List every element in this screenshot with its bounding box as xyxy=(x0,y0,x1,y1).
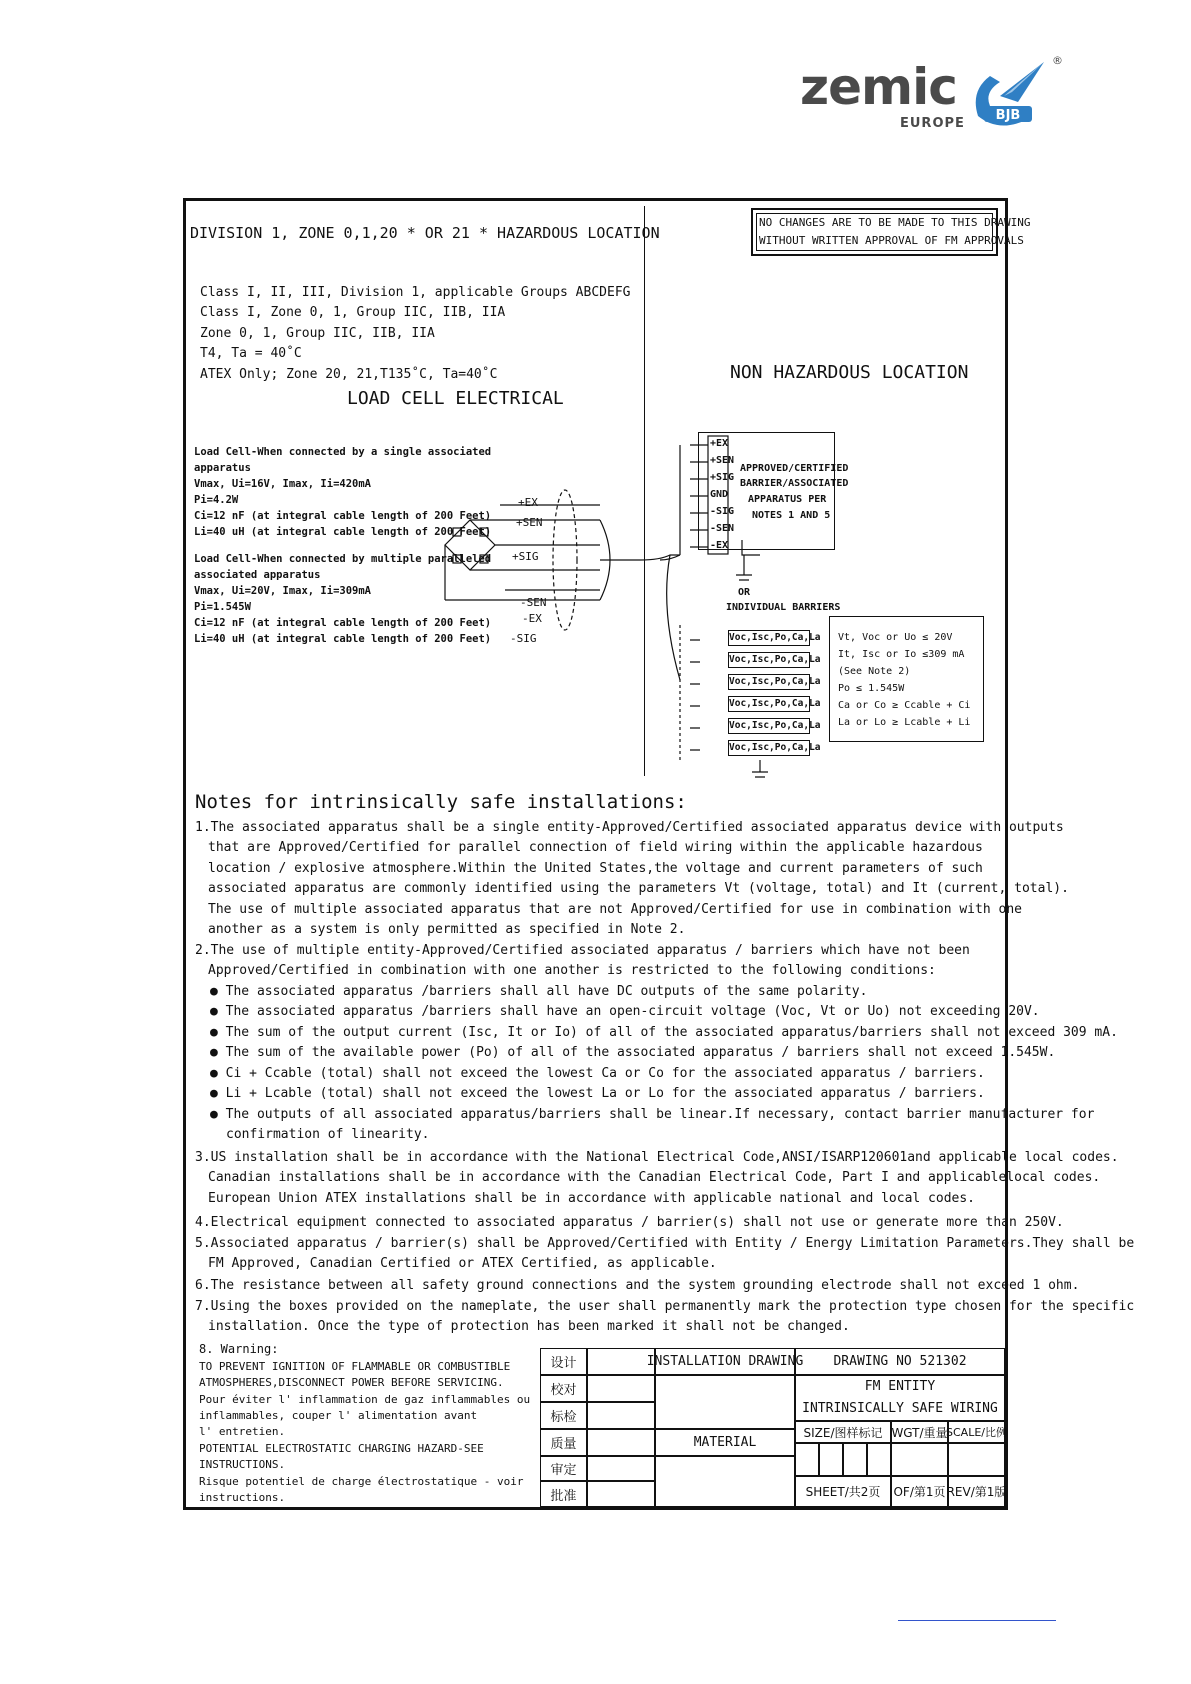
limit-line: Po ≤ 1.545W xyxy=(838,683,905,694)
blank-cell xyxy=(587,1456,655,1481)
single-spec: Pi=4.2W xyxy=(194,494,239,506)
barrier-box: Voc,Isc,Po,Ca,La xyxy=(728,652,810,668)
note-line: another as a system is only permitted as specified in Note 2. xyxy=(208,922,686,937)
note-line: 7.Using the boxes provided on the nameplate, the user shall permanently mark the protection type chosen for the specific xyxy=(195,1299,1135,1314)
approved-line: APPROVED/CERTIFIED xyxy=(740,463,849,474)
warning-line: Pour éviter l' inflammation de gaz inflammables ou xyxy=(199,1393,531,1406)
warning-line: instructions. xyxy=(199,1491,286,1504)
note-line: Canadian installations shall be in accordance with the Canadian Electrical Code, Part I and applicablelocal codes. xyxy=(208,1170,1101,1185)
blank-cell xyxy=(587,1402,655,1429)
single-spec: Li=40 uH (at integral cable length of 200 Feet) xyxy=(194,526,492,538)
limit-line: Ca or Co ≥ Ccable + Ci xyxy=(838,700,971,711)
multiple-spec: associated apparatus xyxy=(194,569,321,581)
note-bullet: ● The associated apparatus /barriers shall have an open-circuit voltage (Voc, Vt or Uo) not exceeding 20V. xyxy=(210,1004,1040,1019)
barrier-terminal: +SEN xyxy=(710,455,735,466)
role-cell: 批准 xyxy=(540,1481,587,1507)
bridge-terminal: -EX xyxy=(522,612,542,625)
barrier-terminal: -EX xyxy=(710,540,729,551)
role-cell: 审定 xyxy=(540,1456,587,1481)
or-label: INDIVIDUAL BARRIERS xyxy=(726,602,841,613)
warning-line: Risque potentiel de charge électrostatique - voir xyxy=(199,1475,524,1488)
blank-cell xyxy=(587,1481,655,1507)
approved-line: NOTES 1 AND 5 xyxy=(752,510,831,521)
note-line: 3.US installation shall be in accordance with the National Electrical Code,ANSI/ISARP120601and applicable local codes. xyxy=(195,1150,1119,1165)
warning-line: l' entretien. xyxy=(199,1425,286,1438)
is-wiring-cell: INTRINSICALLY SAFE WIRING xyxy=(795,1397,1005,1421)
warning-line: POTENTIAL ELECTROSTATIC CHARGING HAZARD-SEE xyxy=(199,1442,484,1455)
blank-cell xyxy=(655,1375,795,1429)
multiple-spec: Li=40 uH (at integral cable length of 200 Feet) xyxy=(194,633,492,645)
blank-cell xyxy=(587,1429,655,1456)
bridge-terminal: -SEN xyxy=(520,596,547,609)
note-line: confirmation of linearity. xyxy=(226,1127,430,1142)
warning-line: ATMOSPHERES,DISCONNECT POWER BEFORE SERVICING. xyxy=(199,1376,504,1389)
blank-cell xyxy=(867,1443,891,1476)
installation-drawing-cell: INSTALLATION DRAWING xyxy=(655,1348,795,1375)
single-spec: Ci=12 nF (at integral cable length of 200 Feet) xyxy=(194,510,492,522)
resistor xyxy=(453,528,461,536)
barrier-terminal: -SEN xyxy=(710,523,735,534)
note-bullet: ● Li + Lcable (total) shall not exceed the lowest La or Lo for the associated apparatus / barriers. xyxy=(210,1086,985,1101)
barrier-box: Voc,Isc,Po,Ca,La xyxy=(728,718,810,734)
or-label: OR xyxy=(738,587,751,598)
ground-symbol-2 xyxy=(752,760,768,777)
warning-line: TO PREVENT IGNITION OF FLAMMABLE OR COMBUSTIBLE xyxy=(199,1360,511,1373)
note-line: that are Approved/Certified for parallel connection of field wiring within the applicable hazardous xyxy=(208,840,983,855)
role-cell: 质量 xyxy=(540,1429,587,1456)
multiple-spec: Vmax, Ui=20V, Imax, Ii=309mA xyxy=(194,585,372,597)
bridge-terminal: +SIG xyxy=(512,550,539,563)
blank-cell xyxy=(843,1443,867,1476)
no-changes-line: WITHOUT WRITTEN APPROVAL OF FM APPROVALS xyxy=(759,234,1024,247)
bridge-terminal: +EX xyxy=(518,496,538,509)
blank-cell xyxy=(819,1443,843,1476)
non-hazardous-title: NON HAZARDOUS LOCATION xyxy=(730,362,969,383)
limit-line: La or Lo ≥ Lcable + Li xyxy=(838,717,971,728)
class-line: ATEX Only; Zone 20, 21,T135˚C, Ta=40˚C xyxy=(200,367,498,382)
note-line: 2.The use of multiple entity-Approved/Certified associated apparatus / barriers which have not been xyxy=(195,943,970,958)
barrier-terminal: +EX xyxy=(710,438,729,449)
of-cell: OF/第1页 xyxy=(891,1476,948,1507)
note-line: European Union ATEX installations shall be in accordance with applicable national and local codes. xyxy=(208,1191,976,1206)
blank-cell xyxy=(948,1443,1005,1476)
note-line: The use of multiple associated apparatus that are not Approved/Certified for use in combination with one xyxy=(208,902,1022,917)
limit-line: It, Isc or Io ≤309 mA xyxy=(838,649,965,660)
approved-barrier-box xyxy=(698,432,835,550)
title-block xyxy=(540,1348,1005,1507)
multiple-spec: Ci=12 nF (at integral cable length of 200 Feet) xyxy=(194,617,492,629)
barrier-box: Voc,Isc,Po,Ca,La xyxy=(728,674,810,690)
note-line: 4.Electrical equipment connected to associated apparatus / barrier(s) shall not use or generate more than 250V. xyxy=(195,1215,1064,1230)
multiple-spec: Load Cell-When connected by multiple paralleled xyxy=(194,553,492,565)
role-cell: 标检 xyxy=(540,1402,587,1429)
cable-fanout xyxy=(660,445,680,560)
sheet-cell: SHEET/共2页 xyxy=(795,1476,891,1507)
barrier-taps xyxy=(690,640,700,750)
class-line: Zone 0, 1, Group IIC, IIB, IIA xyxy=(200,326,435,341)
logo-wordmark: zemic xyxy=(800,58,957,116)
warning-line: 8. Warning: xyxy=(199,1342,279,1356)
bridge-terminal: +SEN xyxy=(516,516,543,529)
logo-badge-text: BJB xyxy=(995,108,1021,123)
no-changes-line: NO CHANGES ARE TO BE MADE TO THIS DRAWING xyxy=(759,216,1031,229)
note-line: FM Approved, Canadian Certified or ATEX Certified, as applicable. xyxy=(208,1256,717,1271)
barrier-terminal: GND xyxy=(710,489,729,500)
rev-cell: REV/第1版 xyxy=(948,1476,1005,1507)
barrier-box: Voc,Isc,Po,Ca,La xyxy=(728,740,810,756)
barrier-terminal: -SIG xyxy=(710,506,735,517)
barrier-terminal: +SIG xyxy=(710,472,735,483)
class-line: T4, Ta = 40˚C xyxy=(200,346,302,361)
approved-line: BARRIER/ASSOCIATED xyxy=(740,478,849,489)
limit-line: Vt, Voc or Uo ≤ 20V xyxy=(838,632,953,643)
class-line: Class I, Zone 0, 1, Group IIC, IIB, IIA xyxy=(200,305,506,320)
warning-line: inflammables, couper l' alimentation avant xyxy=(199,1409,478,1422)
warning-line: INSTRUCTIONS. xyxy=(199,1458,286,1471)
blank-cell xyxy=(891,1443,948,1476)
note-bullet: ● The sum of the available power (Po) of all of the associated apparatus / barriers shall not exceed 1.545W. xyxy=(210,1045,1056,1060)
note-bullet: ● The outputs of all associated apparatus/barriers shall be linear.If necessary, contact barrier manufacturer for xyxy=(210,1107,1095,1122)
weight-cell: WGT/重量 xyxy=(891,1421,948,1443)
drawing-number-cell: DRAWING NO 521302 xyxy=(795,1348,1005,1375)
note-line: Approved/Certified in combination with one another is restricted to the following conditions: xyxy=(208,963,936,978)
load-cell-title: LOAD CELL ELECTRICAL xyxy=(347,388,564,409)
single-spec: Vmax, Ui=16V, Imax, Ii=420mA xyxy=(194,478,372,490)
size-cell: SIZE/图样标记 xyxy=(795,1421,891,1443)
blank-cell xyxy=(587,1375,655,1402)
note-line: 1.The associated apparatus shall be a single entity-Approved/Certified associated apparatus device with outputs xyxy=(195,820,1064,835)
material-cell: MATERIAL xyxy=(655,1429,795,1456)
cable-shield xyxy=(553,490,577,630)
registered-mark: ® xyxy=(1052,54,1063,67)
role-cell: 设计 xyxy=(540,1348,587,1375)
blank-cell xyxy=(587,1348,655,1375)
notes-title: Notes for intrinsically safe installations: xyxy=(195,791,687,813)
note-bullet: ● Ci + Ccable (total) shall not exceed the lowest Ca or Co for the associated apparatus / barriers. xyxy=(210,1066,985,1081)
role-cell: 校对 xyxy=(540,1375,587,1402)
barrier-box: Voc,Isc,Po,Ca,La xyxy=(728,630,810,646)
note-bullet: ● The associated apparatus /barriers shall all have DC outputs of the same polarity. xyxy=(210,984,868,999)
barrier-feed xyxy=(667,555,680,680)
barrier-box: Voc,Isc,Po,Ca,La xyxy=(728,696,810,712)
multiple-spec: Pi=1.545W xyxy=(194,601,251,613)
note-line: installation. Once the type of protection has been marked it shall not be changed. xyxy=(208,1319,850,1334)
single-spec: apparatus xyxy=(194,462,251,474)
scale-cell: SCALE/比例 xyxy=(948,1421,1005,1443)
logo-subtitle: EUROPE xyxy=(900,116,965,131)
blank-cell xyxy=(655,1456,795,1507)
footer-link-underline[interactable] xyxy=(898,1620,1056,1621)
note-line: 5.Associated apparatus / barrier(s) shall be Approved/Certified with Entity / Energy Limitation Parameters.They shall be xyxy=(195,1236,1135,1251)
ground-symbol-1 xyxy=(736,555,752,580)
approved-line: APPARATUS PER xyxy=(748,494,827,505)
fm-entity-cell: FM ENTITY xyxy=(795,1375,1005,1397)
note-line: 6.The resistance between all safety ground connections and the system grounding electrode shall not exceed 1 ohm. xyxy=(195,1278,1080,1293)
hazardous-location-title: DIVISION 1, ZONE 0,1,20 * OR 21 * HAZARDOUS LOCATION xyxy=(190,224,660,242)
note-bullet: ● The sum of the output current (Isc, It or Io) of all of the associated apparatus/barriers shall not exceed 309 mA. xyxy=(210,1025,1118,1040)
blank-cell xyxy=(795,1443,819,1476)
class-line: Class I, II, III, Division 1, applicable Groups ABCDEFG xyxy=(200,285,631,300)
limit-line: (See Note 2) xyxy=(838,666,911,677)
note-line: associated apparatus are commonly identified using the parameters Vt (voltage, total) and It (current, total). xyxy=(208,881,1069,896)
note-line: location / explosive atmosphere.Within the United States,the voltage and current parameters of such xyxy=(208,861,983,876)
single-spec: Load Cell-When connected by a single associated xyxy=(194,446,492,458)
bridge-terminal: -SIG xyxy=(510,632,537,645)
